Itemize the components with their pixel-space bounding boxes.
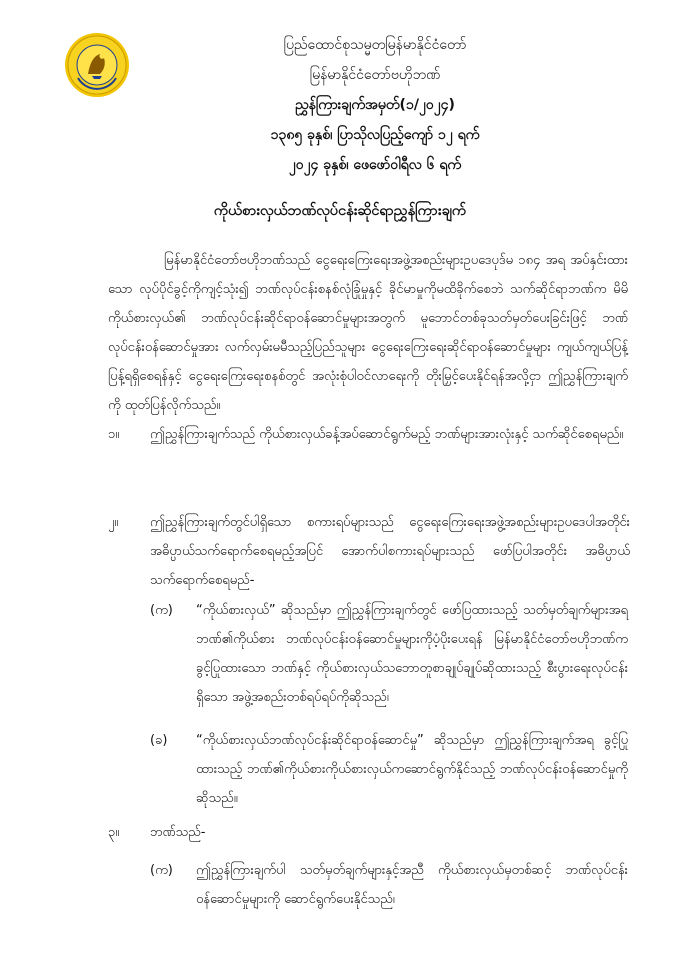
subitem-text: “ကိုယ်စားလှယ်ဘဏ်လုပ်ငန်းဆိုင်ရာဝန်ဆောင်မှု” ဆိုသည်မှာ ဤညွှန်ကြားချက်အရ ခွင့်ပြုထားသည့် ဘဏ်၏ကိုယ်စားကိုယ်စားလှယ်ကဆောင်ရွက်နိုင်သည့် ဘဏ်လုပ်ငန်းဝန်ဆောင်မှုကိုဆိုသည်။ [196,733,628,806]
item-text: ဤညွှန်ကြားချက်တွင်ပါရှိသော စကားရပ်များသည် ငွေရေးကြေးရေးအဖွဲ့အစည်းများဥပဒေပါအတိုင်း အဓိပ္ပာယ်သက်ရောက်စေရမည့်အပြင် အောက်ပါစကားရပ်များသည် ဖော်ပြပါအတိုင်း အဓိပ္ပာယ်သက်ရောက်စေရမည်- [150,515,630,588]
intro-text: မြန်မာနိုင်ငံတော်ဗဟိုဘဏ်သည် ငွေရေးကြေးရေးအဖွဲ့အစည်းများဥပဒေပုဒ်မ ၁၈၄ အရ အပ်နှင်းထားသော လုပ်ပိုင်ခွင့်ကိုကျင့်သုံး၍ ဘဏ်လုပ်ငန်းစနစ်လုံခြုံမှုနှင့် ခိုင်မာမှုကိုမထိခိုက်စေဘဲ သက်ဆိုင်ရာဘဏ်က မိမိကိုယ်စားလှယ်၏ ဘဏ်လုပ်ငန်းဆိုင်ရာဝန်ဆောင်မှုများအတွက် မူဘောင်တစ်ခုသတ်မှတ်ပေးခြင်းဖြင့် ဘဏ်လုပ်ငန်းဝန်ဆောင်မှုအား လက်လှမ်းမမီသည့်ပြည်သူများ ငွေရေးကြေးရေးဆိုင်ရာဝန်ဆောင်မှုများ ကျယ်ကျယ်ပြန့်ပြန့်ရရှိစေရန်နှင့် ငွေရေးကြေးရေးစနစ်တွင် အလုံးစုံပါဝင်လာရေးကို တိုးမြှင့်ပေးနိုင်ရန်အလို့ငှာ ဤညွှန်ကြားချက်ကို ထုတ်ပြန်လိုက်သည်။ [108,253,628,413]
document-title: ကိုယ်စားလှယ်ဘဏ်လုပ်ငန်းဆိုင်ရာညွှန်ကြားချက် [213,203,467,219]
bank-name: မြန်မာနိုင်ငံတော်ဗဟိုဘဏ် [309,67,441,83]
subitem-number: (က) [150,863,173,878]
item-number: ၁။ [108,427,120,442]
item-number: ၃။ [108,825,120,840]
directive-number: ညွှန်ကြားချက်အမှတ်(၁/၂၀၂၄) [295,97,455,113]
letterhead [140,30,610,180]
subitem-text: “ကိုယ်စားလှယ်” ဆိုသည်မှာ ဤညွှန်ကြားချက်တွင် ဖော်ပြထားသည့် သတ်မှတ်ချက်များအရ ဘဏ်၏ကိုယ်စား ဘဏ်လုပ်ငန်းဝန်ဆောင်မှုများကိုပံ့ပိုးပေးရန် မြန်မာနိုင်ငံတော်ဗဟိုဘဏ်က ခွင့်ပြုထားသော ဘဏ်နှင့် ကိုယ်စားလှယ်သဘောတူစာချုပ်ချုပ်ဆိုထားသည့် စီးပွားရေးလုပ်ငန်းရှိသော အဖွဲ့အစည်းတစ်ရပ်ရပ်ကိုဆိုသည်၊ [196,603,628,705]
subitem-number: (ခ) [150,733,168,748]
intro-paragraph [108,246,628,420]
item-text: ဘဏ်သည်- [150,825,206,840]
myanmar-date: ၁၃၈၅ ခုနှစ်၊ ပြာသိုလပြည့်ကျော် ၁၂ ရက် [270,127,480,143]
subitem-text: ဤညွှန်ကြားချက်ပါ သတ်မှတ်ချက်များနှင့်အညီ ကိုယ်စားလှယ်မှတစ်ဆင့် ဘဏ်လုပ်ငန်းဝန်ဆောင်မှုများကို ဆောင်ရွက်ပေးနိုင်သည်၊ [196,863,628,907]
item-number: ၂။ [108,515,119,530]
gregorian-date: ၂၀၂၄ ခုနှစ်၊ ဖေဖော်ဝါရီလ ၆ ရက် [288,157,462,173]
central-bank-seal-icon [64,32,130,98]
subitem-number: (က) [150,603,173,618]
item-text: ဤညွှန်ကြားချက်သည် ကိုယ်စားလှယ်ခန့်အပ်ဆောင်ရွက်မည့် ဘဏ်များအားလုံးနှင့် သက်ဆိုင်စေရမည်။ [150,427,624,442]
country-name: ပြည်ထောင်စုသမ္မတမြန်မာနိုင်ငံတော် [283,37,467,53]
